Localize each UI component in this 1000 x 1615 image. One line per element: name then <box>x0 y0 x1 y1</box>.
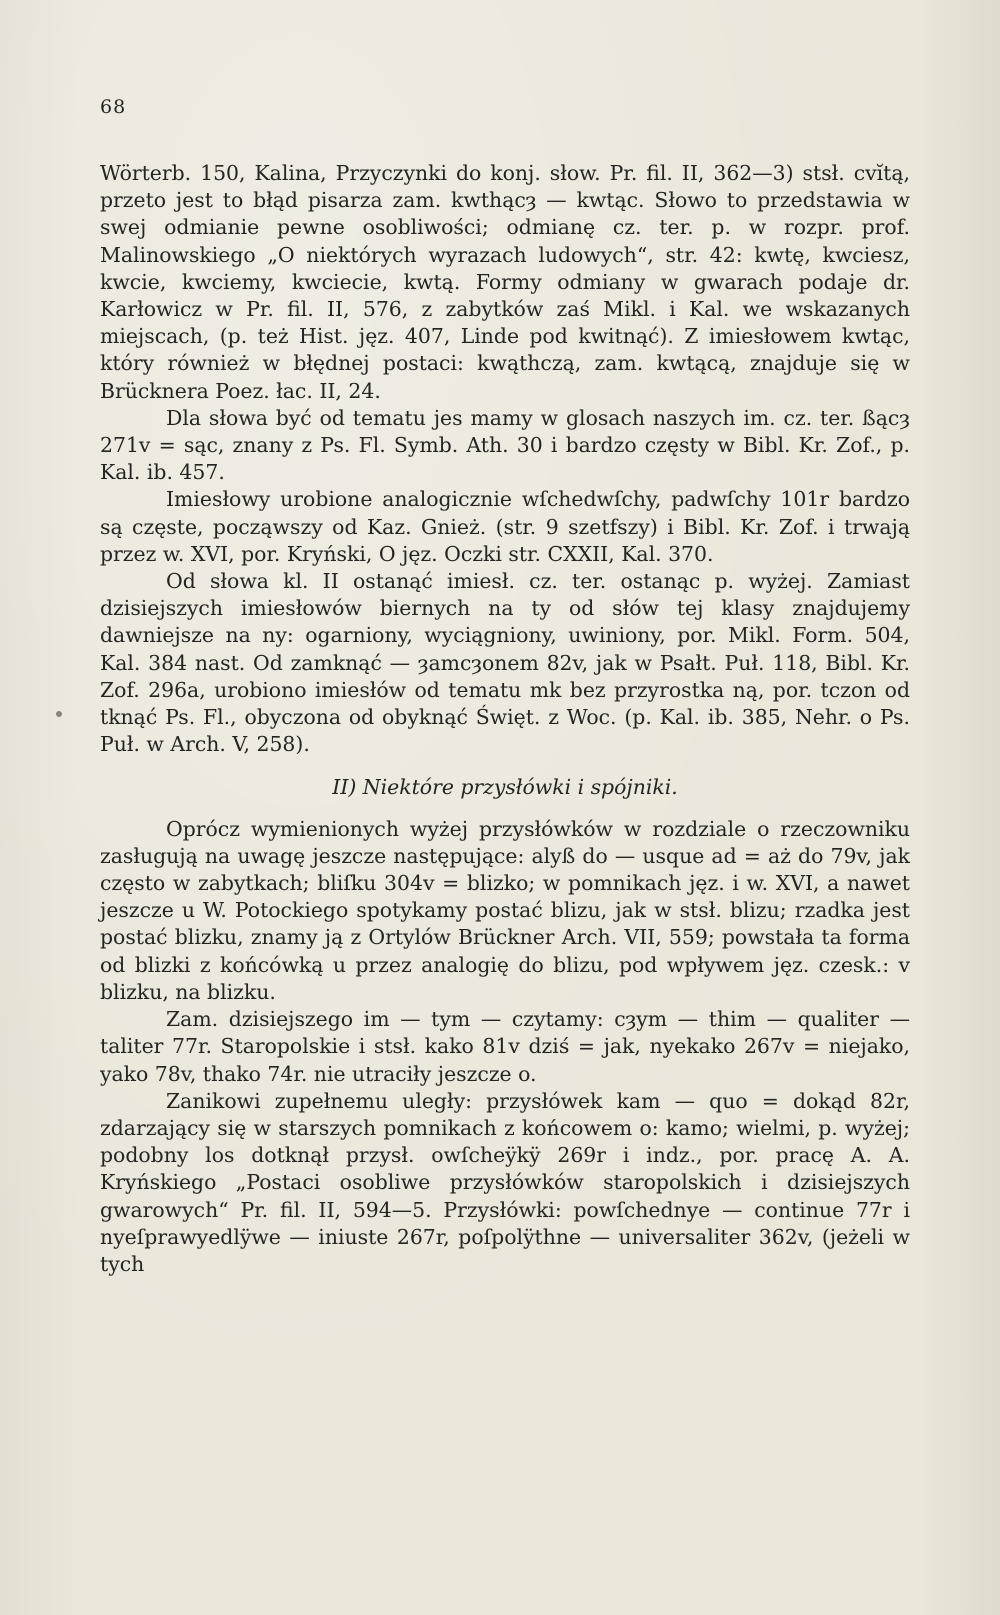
paragraph-5: Oprócz wymienionych wyżej przysłówków w rozdziale o rzeczowniku zasługują na uwagę jeszcze następujące: alyß do — usque ad = aż do 79v, jak często w zabytkach; bliſku 304v = blizko; w pomnikach jęz. i w. XVI, a nawet jeszcze u W. Potockiego spotykamy postać blizu, jak w stsł. blizu; rzadka jest postać blizku, znamy ją z Ortylów Brückner Arch. VII, 559; powstała ta forma od blizki z końcówką u przez analogię do blizu, pod wpływem jęz. czesk.: v blizku, na blizku. <box>100 816 910 1004</box>
paragraph-1: Wörterb. 150, Kalina, Przyczynki do konj. słow. Pr. fil. II, 362—3) stsł. cvĭtą, przeto jest to błąd pisarza zam. kwthącȝ — kwtąc. Słowo to przedstawia w swej odmianie pewne osobliwości; odmianę cz. ter. p. w rozpr. prof. Malinowskiego „O niektórych wyrazach ludowych“, str. 42: kwtę, kwciesz, kwcie, kwciemy, kwciecie, kwtą. Formy odmiany w gwarach podaje dr. Karłowicz w Pr. fil. II, 576, z zabytków zaś Mikl. i Kal. we wskazanych miejscach, (p. też Hist. jęz. 407, Linde pod kwitnąć). Z imiesłowem kwtąc, który również w błędnej postaci: kwąthczą, zam. kwtącą, znajduje się w Brücknera Poez. łac. II, 24. <box>100 161 910 403</box>
page-number: 68 <box>100 96 127 118</box>
paragraph-6: Zam. dzisiejszego im — tym — czytamy: cȝym — thim — qualiter — taliter 77r. Staropolskie i stsł. kako 81v dziś = jak, nyekako 267v = niejako, yako 78v, thako 74r. nie utraciły jeszcze o. <box>100 1007 910 1086</box>
paragraph-3: Imiesłowy urobione analogicznie wſchedwſchy, padwſchy 101r bardzo są częste, począwszy od Kaz. Gnież. (str. 9 szetfszy) i Bibl. Kr. Zof. i trwają przez w. XVI, por. Kryński, O jęz. Oczki str. CXXII, Kal. 370. <box>100 487 910 566</box>
section-heading: II) Niektóre przysłówki i spójniki. <box>332 775 678 800</box>
paragraph-4: Od słowa kl. II ostanąć imiesł. cz. ter. ostanąc p. wyżej. Zamiast dzisiejszych imiesłowów biernych na ty od słów tej klasy znajdujemy dawniejsze na ny: ogarniony, wyciągniony, uwiniony, por. Mikl. Form. 504, Kal. 384 nast. Od zamknąć — ȝamcȝonem 82v, jak w Psałt. Puł. 118, Bibl. Kr. Zof. 296a, urobiono imiesłów od tematu mk bez przyrostka ną, por. tczon od tknąć Ps. Fl., obyczona od obyknąć Święt. z Woc. (p. Kal. ib. 385, Nehr. o Ps. Puł. w Arch. V, 258). <box>100 569 910 757</box>
main-text <box>100 160 910 1278</box>
paragraph-7: Zanikowi zupełnemu uległy: przysłówek kam — quo = dokąd 82r, zdarzający się w starszych pomnikach z końcowem o: kamo; wielmi, p. wyżej; podobny los dotknął przysł. owſcheÿkÿ 269r i indz., por. pracę A. A. Kryńskiego „Postaci osobliwe przysłówków staropolskich i dzisiejszych gwarowych“ Pr. fil. II, 594—5. Przysłówki: powſchednye — continue 77r i nyeſprawyedlÿwe — iniuste 267r, poſpolÿthne — universaliter 362v, (jeżeli w tych <box>100 1088 910 1276</box>
paragraph-2: Dla słowa być od tematu jes mamy w glosach naszych im. cz. ter. ßącȝ 271v = sąc, znany z Ps. Fl. Symb. Ath. 30 i bardzo częsty w Bibl. Kr. Zof., p. Kal. ib. 457. <box>100 405 910 485</box>
margin-mark <box>56 711 62 717</box>
